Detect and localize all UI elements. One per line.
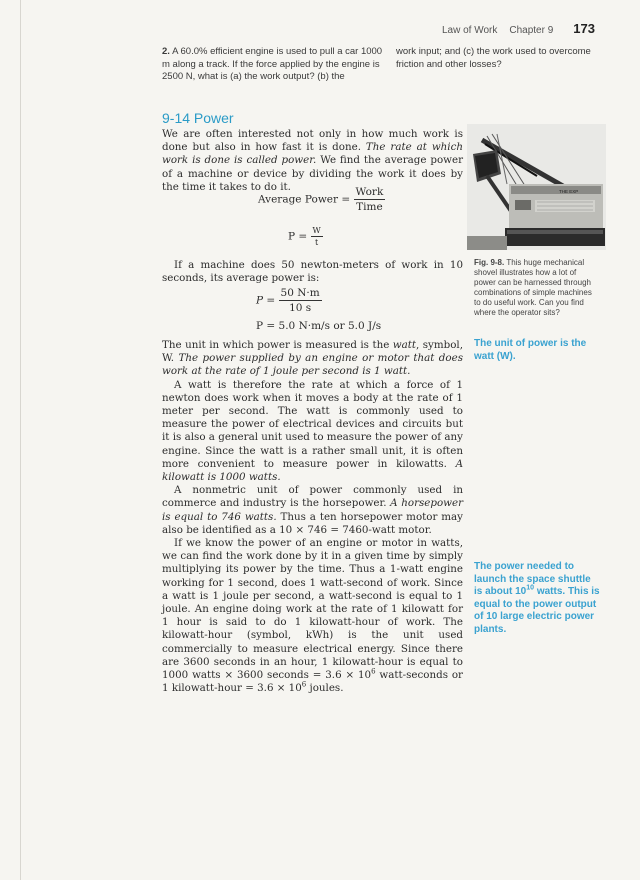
running-head <box>395 21 595 36</box>
problem-number: 2. <box>162 46 170 57</box>
figure-caption <box>474 258 600 318</box>
mechanical-shovel-photo <box>467 124 606 250</box>
problem-text-right: work input; and (c) the work used to overcome friction and other losses? <box>396 46 591 70</box>
paragraph-power-intro: We are often interested not only in how much work is done but also in how fast it is done. The rate at which work is done is called power. We find the average power of a machine or device by dividing the work it does by the time it takes to do it. <box>162 128 464 193</box>
section-heading: 9-14 Power <box>162 110 234 126</box>
equation-p-w-t: P = $\frac{W}{t}$ <box>288 226 321 247</box>
equation-result: P = 5.0 N·m/s or 5.0 J/s <box>256 320 382 332</box>
page-number: 173 <box>573 21 595 36</box>
margin-note-shuttle: The power needed to launch the space shuttle is about $10^{10}$ watts. This is equal to the power output of 10 large electric power plants. <box>474 561 600 635</box>
shovel-illustration <box>467 124 606 250</box>
equation-example: P = $\frac{50 N\cdot m}{10 s}$ <box>256 287 320 314</box>
figure-label: Fig. 9-8. <box>474 258 505 267</box>
problem-body-left: A 60.0% efficient engine is used to pull a car 1000 m along a track. If the force applied by the engine is 2500 N, what is (a) the work output? (b) the <box>162 46 383 82</box>
chapter-label: Chapter 9 <box>509 25 554 36</box>
chapter-title: Law of Work <box>441 25 498 36</box>
figure-caption-text: This huge mechanical shovel illustrates how a lot of power can be harnessed through combinations of simple machines to do useful work. Can you find where the operator sits? <box>474 258 592 317</box>
problem-text-left <box>162 46 384 84</box>
margin-note-watt: The unit of power is the watt (W). <box>474 338 587 362</box>
cab-label: THE EXP <box>559 189 579 194</box>
paragraph-watt: The unit in which power is measured is the watt, symbol, W. The power supplied by an engine or motor that does work at the rate of 1 joule per second is 1 watt. A watt is therefore the rate at which a force of 1 newton does work when it moves a body at the rate of 1 meter per second. The watt is commonly used to measure the power of electrical devices and circuits but it is also a general unit used to measure the power of any engine. Since the watt is a rather small unit, it is often more convenient to measure power in kilowatts. A kilowatt is 1000 watts. A nonmetric unit of power commonly used in commerce and industry is the horsepower. A horsepower is equal to 746 watts. Thus a ten horsepower motor may also be identified as a 10 × 746 = 7460-watt motor. If we know the power of an engine or motor in watts, we can find the work done by it in a given time by simply multiplying its power by the time. Thus a 1-watt engine working for 1 second, does 1 watt-second of work. Since a watt is 1 joule per second, a watt-second is equal to 1 joule. An engine doing work at the rate of 1 kilowatt for 1 hour is said to do 1 kilowatt-hour of work. The kilowatt-hour (symbol, kWh) is the unit used commercially to measure electrical energy. Since there are 3600 seconds in an hour, 1 kilowatt-hour is equal to 1000 watts × 3600 seconds = $3.6 \times 10^6$ watt-seconds or 1 kilowatt-hour = $3.6 \times 10^6$ joules. <box>162 339 464 695</box>
page-edge-rule <box>20 0 21 880</box>
equation-average-power: Average Power = $\frac{\text{Work}}{\text{Time}}$ <box>258 186 384 213</box>
paragraph-example: If a machine does 50 newton-meters of work in 10 seconds, its average power is: <box>162 259 463 285</box>
